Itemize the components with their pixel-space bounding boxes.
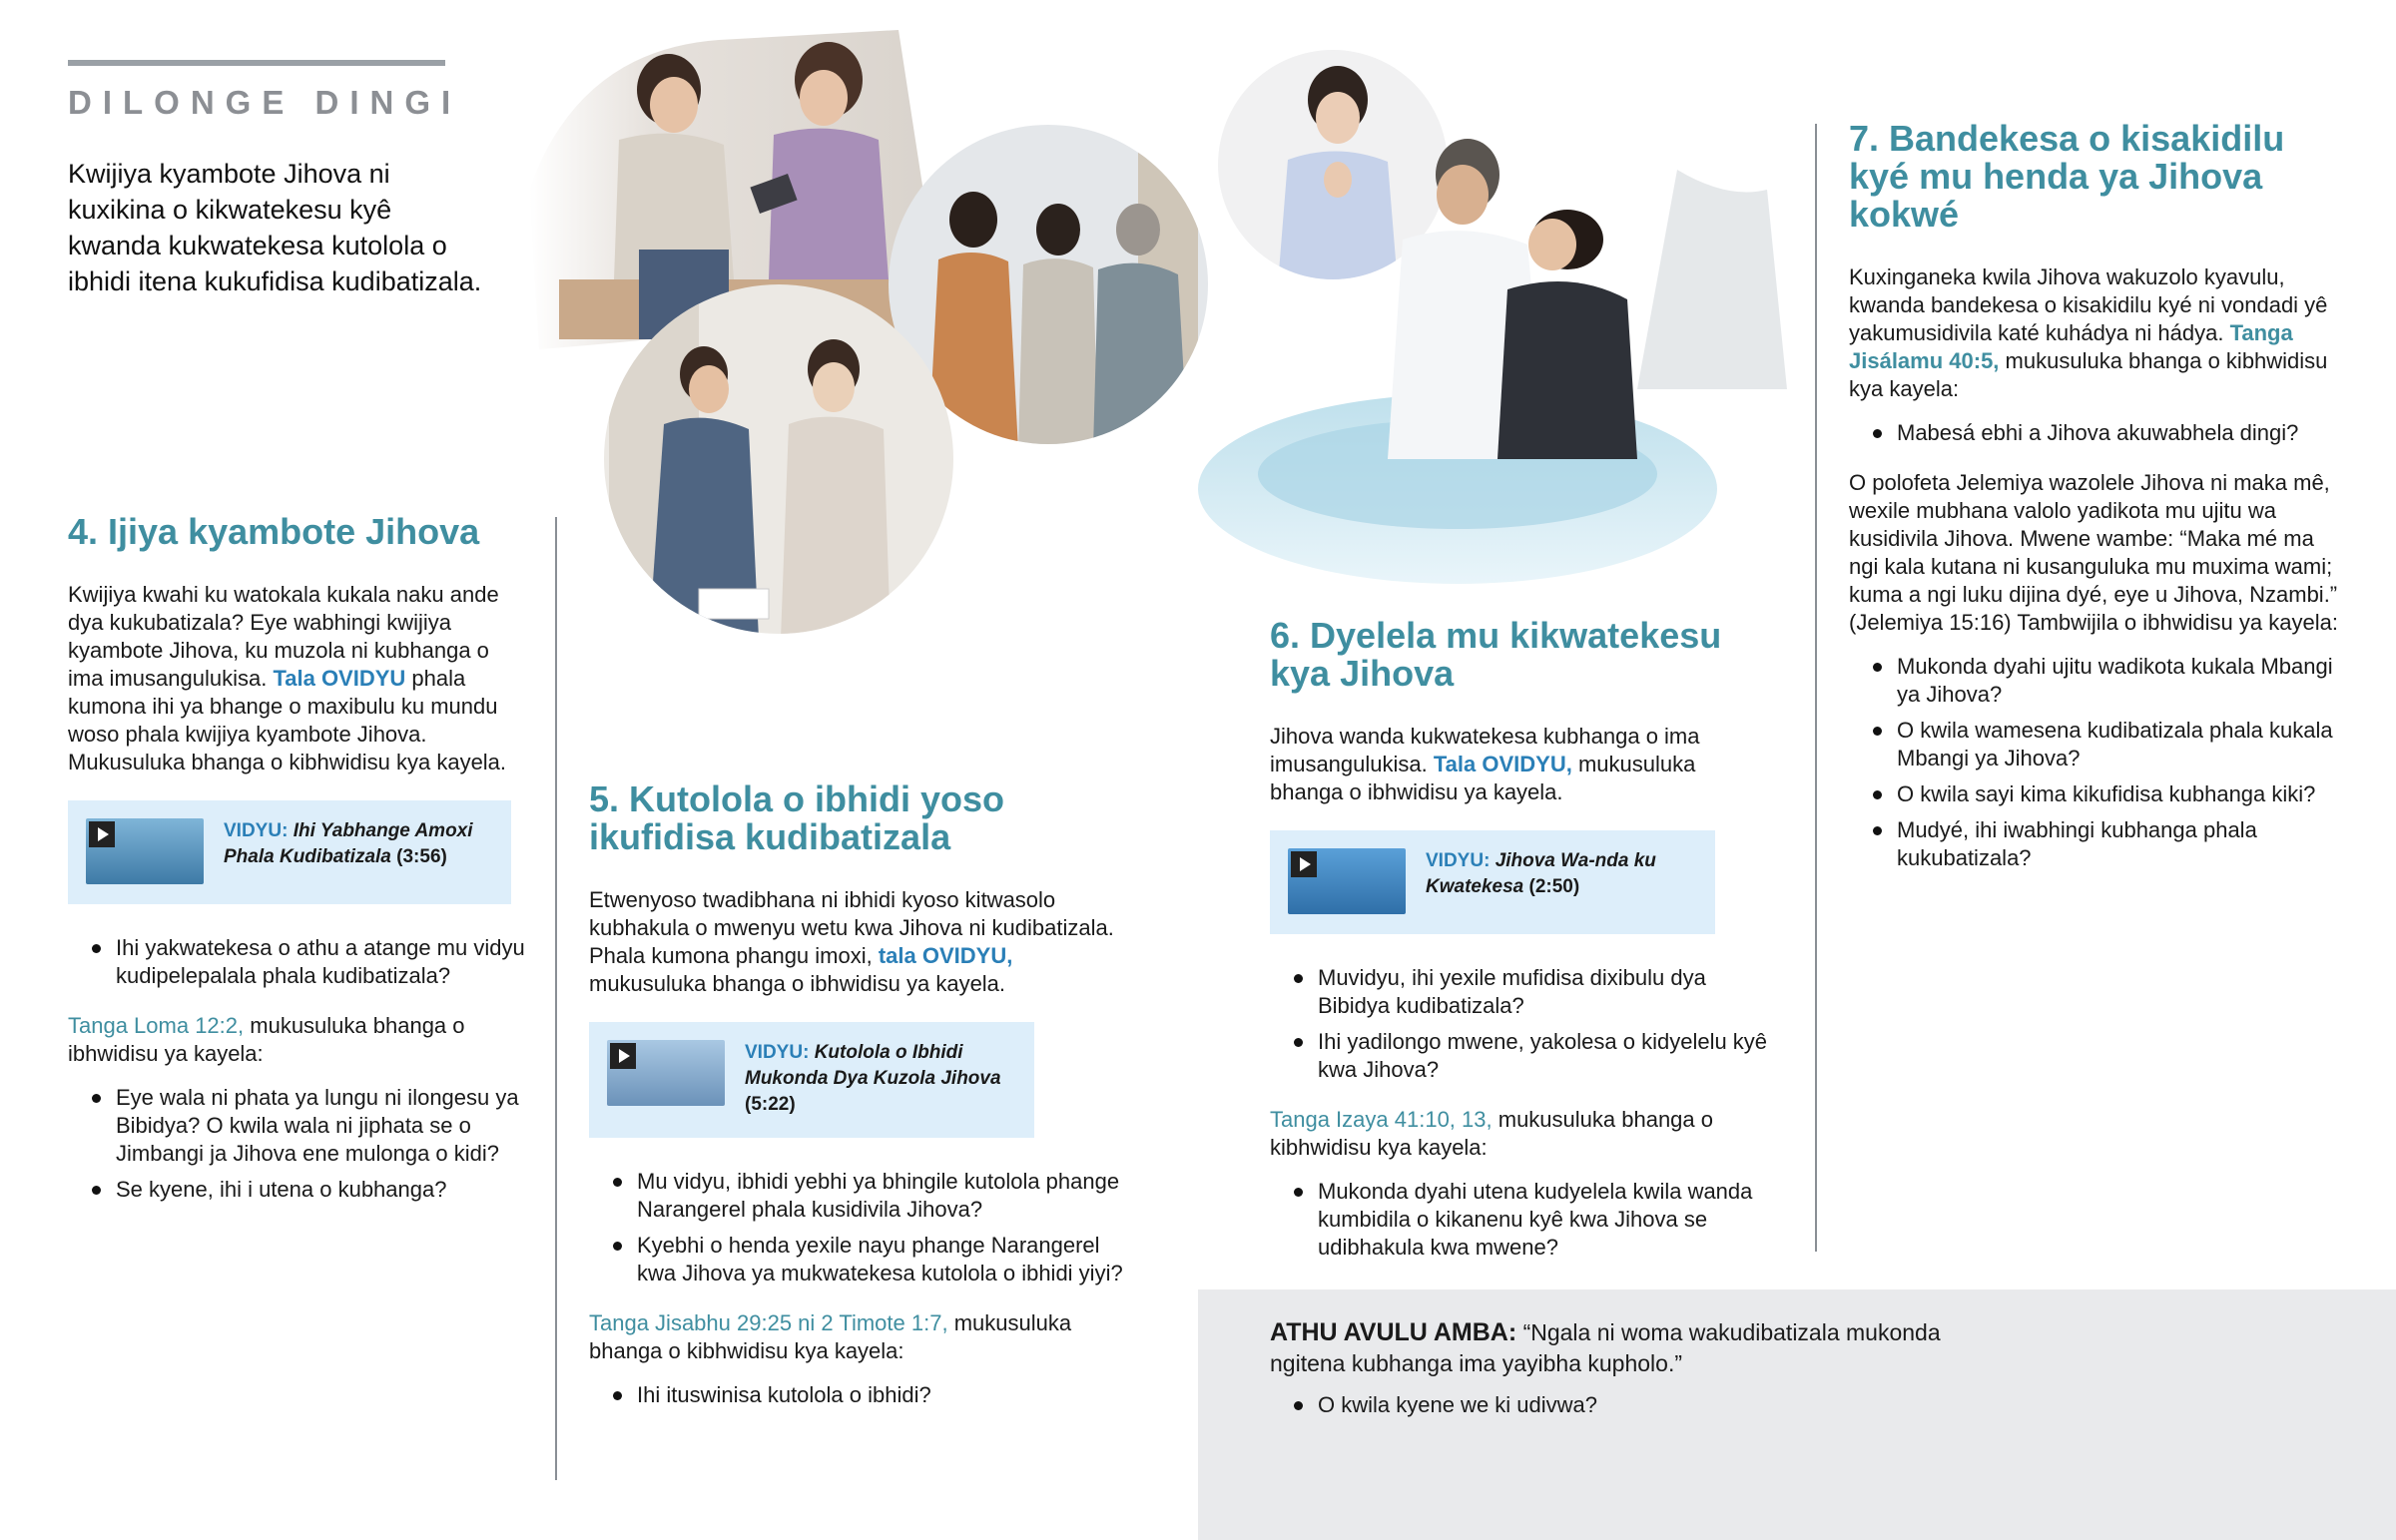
objection-questions <box>1270 1391 2009 1419</box>
list-item: O kwila wamesena kudibatizala phala kukala Mbangi ya Jihova? <box>1849 717 2338 772</box>
section-5 <box>589 780 1128 1417</box>
section-5-body: Etwenyoso twadibhana ni ibhidi kyoso kitwasolo kubhakula o mwenyu wetu kwa Jihova ni kudibatizala. Phala kumona phangu imoxi, tala OVIDYU, mukusuluka bhanga o ibhwidisu ya kayela. <box>589 887 1114 996</box>
section-4-questions-a <box>68 934 527 990</box>
list-item: Kyebhi o henda yexile nayu phange Narangerel kwa Jihova ya mukwatekesa kutolola o ibhidi yiyi? <box>589 1232 1128 1287</box>
scripture-ref[interactable]: Tanga Jisálamu 40:5, <box>1849 320 2293 373</box>
section-4-questions-b <box>68 1084 527 1204</box>
list-item: Muvidyu, ihi yexile mufidisa dixibulu dya Bibidya kudibatizala? <box>1270 964 1769 1020</box>
list-item: O kwila kyene we ki udivwa? <box>1270 1391 2009 1419</box>
lesson-illustration <box>499 30 1797 649</box>
watch-video-link[interactable]: tala OVIDYU, <box>878 943 1013 968</box>
list-item: Mukonda dyahi ujitu wadikota kukala Mbangi ya Jihova? <box>1849 653 2338 709</box>
list-item: Eye wala ni phata ya lungu ni ilongesu ya Bibidya? O kwila wala ni jiphata se o Jimbangi ja Jihova ene mulonga o kidi? <box>68 1084 527 1168</box>
watch-video-link[interactable]: Tala OVIDYU, <box>1433 752 1572 776</box>
section-5-questions-b <box>589 1381 1128 1409</box>
list-item: Mudyé, ihi iwabhingi kubhanga phala kukubatizala? <box>1849 816 2338 872</box>
scripture-ref[interactable]: Tanga Izaya 41:10, 13, <box>1270 1107 1493 1132</box>
header-rule <box>68 60 445 66</box>
play-icon[interactable] <box>89 821 115 847</box>
section-4-body: Kwijiya kwahi ku watokala kukala naku ande dya kukubatizala? Eye wabhingi kwijiya kyambote Jihova, ku muzola ni kubhanga o ima imusangulukisa. Tala OVIDYU phala kumona ihi ya bhange o maxibulu ku mundu woso phala kwijiya kyambote Jihova. Mukusuluka bhanga o kibhwidisu kya kayela. <box>68 582 507 774</box>
section-4 <box>68 513 527 1212</box>
column-divider-2 <box>1815 124 1817 1252</box>
section-7-body-1: Kuxinganeka kwila Jihova wakuzolo kyavulu, kwanda bandekesa o kisakidilu kyé ni vondadi yê yakumusidivila katé kuhádya ni hádya. Tanga Jisálamu 40:5, mukusuluka bhanga o kibhwidisu kya kayela: <box>1849 264 2328 401</box>
video-card-5[interactable]: VIDYU: Kutolola o Ibhidi Mukonda Dya Kuzola Jihova (5:22) <box>589 1022 1034 1138</box>
list-item: Mukonda dyahi utena kudyelela kwila wanda kumbidila o kikanenu kyê kwa Jihova se udibhakula kwa mwene? <box>1270 1178 1769 1262</box>
list-item: Ihi yakwatekesa o athu a atange mu vidyu kudipelepalala phala kudibatizala? <box>68 934 527 990</box>
list-item: Mu vidyu, ibhidi yebhi ya bhingile kutolola phange Narangerel phala kusidivila Jihova? <box>589 1168 1128 1224</box>
section-7-body-2: O polofeta Jelemiya wazolele Jihova ni maka mê, wexile mubhana valolo yadikota mu ujitu wa kusidivila Jihova. Mwene wambe: “Maka mé ma ngi kala kutana ni kusanguluka mu muxima wami; kuma a ngi luku dijina dyé, eye u Jihova, Nzambi.” (Jelemiya 15:16) Tambwijila o ibhwidisu ya kayela: <box>1849 470 2338 635</box>
watch-video-link[interactable]: Tala OVIDYU <box>273 666 406 691</box>
intro-text: Kwijiya kyambote Jihova ni kuxikina o kikwatekesu kyê kwanda kukwatekesa kutolola o ibhidi itena kukufidisa kudibatizala. <box>68 159 482 296</box>
video-card-6[interactable]: VIDYU: Jihova Wa-nda ku Kwatekesa (2:50) <box>1270 830 1715 934</box>
list-item: Ihi ituswinisa kutolola o ibhidi? <box>589 1381 1128 1409</box>
section-7-title: 7. Bandekesa o kisakidilu kyé mu henda ya Jihova kokwé <box>1849 118 2285 235</box>
section-6-questions-a <box>1270 964 1769 1084</box>
video-thumbnail[interactable] <box>1288 848 1406 914</box>
objection-text: ATHU AVULU AMBA: “Ngala ni woma wakudibatizala mukonda ngitena kubhanga ima yayibha kupholo.” <box>1270 1318 1941 1376</box>
section-6 <box>1270 617 1769 1270</box>
section-6-questions-b <box>1270 1178 1769 1262</box>
section-7-questions-b <box>1849 653 2338 872</box>
section-6-title: 6. Dyelela mu kikwatekesu kya Jihova <box>1270 615 1722 694</box>
section-6-body: Jihova wanda kukwatekesa kubhanga o ima imusangulukisa. Tala OVIDYU, mukusuluka bhanga o ibhwidisu ya kayela. <box>1270 724 1700 804</box>
section-4-read: Tanga Loma 12:2, mukusuluka bhanga o ibhwidisu ya kayela: <box>68 1013 465 1066</box>
list-item: O kwila sayi kima kikufidisa kubhanga kiki? <box>1849 780 2338 808</box>
video-card-4[interactable]: VIDYU: Ihi Yabhange Amoxi Phala Kudibatizala (3:56) <box>68 800 511 904</box>
list-item: Se kyene, ihi i utena o kubhanga? <box>68 1176 527 1204</box>
column-divider-1 <box>555 517 557 1480</box>
section-7-questions-a <box>1849 419 2338 447</box>
scripture-ref[interactable]: Tanga Loma 12:2, <box>68 1013 245 1038</box>
section-kicker: DILONGE DINGI <box>68 84 462 121</box>
section-4-title: 4. Ijiya kyambote Jihova <box>68 511 480 552</box>
video-thumbnail[interactable] <box>86 818 204 884</box>
list-item: Mabesá ebhi a Jihova akuwabhela dingi? <box>1849 419 2338 447</box>
section-6-read: Tanga Izaya 41:10, 13, mukusuluka bhanga o kibhwidisu kya kayela: <box>1270 1107 1713 1160</box>
section-7 <box>1849 120 2338 880</box>
objection-content <box>1270 1317 2009 1427</box>
section-5-questions-a <box>589 1168 1128 1287</box>
list-item: Ihi yadilongo mwene, yakolesa o kidyelelu kyê kwa Jihova? <box>1270 1028 1769 1084</box>
section-5-title: 5. Kutolola o ibhidi yoso ikufidisa kudibatizala <box>589 778 1005 857</box>
section-5-read: Tanga Jisabhu 29:25 ni 2 Timote 1:7, mukusuluka bhanga o kibhwidisu kya kayela: <box>589 1310 1072 1363</box>
play-icon[interactable] <box>1291 851 1317 877</box>
scripture-ref[interactable]: Tanga Jisabhu 29:25 ni 2 Timote 1:7, <box>589 1310 948 1335</box>
play-icon[interactable] <box>610 1043 636 1069</box>
video-thumbnail[interactable] <box>607 1040 725 1106</box>
